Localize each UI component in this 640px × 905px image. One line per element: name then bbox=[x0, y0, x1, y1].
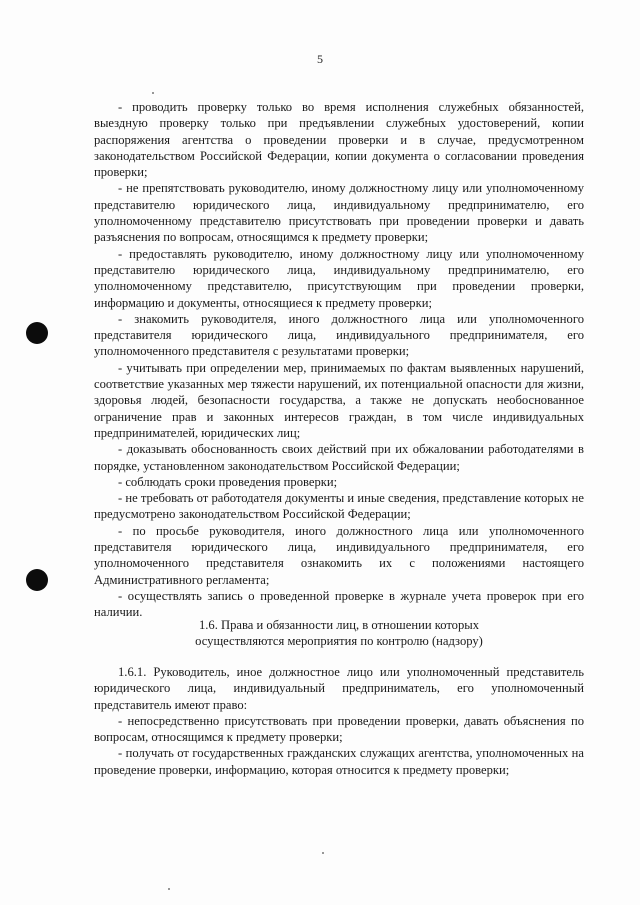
punch-hole-mark bbox=[26, 569, 48, 591]
rights-paragraph: - непосредственно присутствовать при проведении проверки, давать объяснения по вопросам, относящимся к предмету проверки; bbox=[94, 713, 584, 745]
obligation-paragraph: - предоставлять руководителю, иному должностному лицу или уполномоченному представителю юридического лица, индивидуальному предпринимателю, его уполномоченному представителю, присутствующим при проведении проверки, информацию и документы, относящиеся к предмету проверки; bbox=[94, 246, 584, 310]
obligation-paragraph: - проводить проверку только во время исполнения служебных обязанностей, выездную проверку только при предъявлении служебных удостоверений, копии распоряжения агентства о проведении проверки и в случае, предусмотренном законодательством Российской Федерации, копии документа о согласовании проведения проверки; bbox=[94, 100, 584, 180]
rights-paragraph: - получать от государственных гражданских служащих агентства, уполномоченных на проведение проверки, информацию, которая относится к предмету проверки; bbox=[94, 746, 584, 777]
rights-list bbox=[94, 664, 584, 778]
section-heading bbox=[94, 617, 584, 650]
section-heading-line: осуществляются мероприятия по контролю (надзору) bbox=[195, 634, 483, 649]
page-number: 5 bbox=[317, 52, 323, 66]
punch-hole-mark bbox=[26, 322, 48, 344]
section-heading-line: 1.6. Права и обязанности лиц, в отношении которых bbox=[198, 618, 480, 632]
obligation-paragraph: - не требовать от работодателя документы и иные сведения, представление которых не предусмотрено законодательством Российской Федерации; bbox=[94, 491, 584, 522]
obligation-paragraph: - соблюдать сроки проведения проверки; bbox=[118, 474, 338, 489]
obligation-paragraph: - доказывать обоснованность своих действий при их обжаловании работодателями в порядке, установленном законодательством Российской Федерации; bbox=[94, 442, 584, 473]
obligation-paragraph: - учитывать при определении мер, принимаемых по фактам выявленных нарушений, соответствие указанных мер тяжести нарушений, их потенциальной опасности для жизни, здоровья людей, безопасности государства, а также не допускать необоснованное ограничение прав и законных интересов граждан, в том числе индивидуальных предпринимателей, юридических лиц; bbox=[94, 360, 584, 440]
obligation-paragraph: - осуществлять запись о проведенной проверке в журнале учета проверок при его наличии. bbox=[94, 588, 584, 620]
obligation-paragraph: - по просьбе руководителя, иного должностного лица или уполномоченного представителя юридического лица, индивидуального предпринимателя, его уполномоченного представителя ознакомить их с положениями настоящего Административного регламента; bbox=[94, 523, 584, 587]
obligation-paragraph: - знакомить руководителя, иного должностного лица или уполномоченного представителя юридического лица, индивидуального предпринимателя, его уполномоченного представителя с результатами проверки; bbox=[94, 311, 584, 359]
scan-speck bbox=[168, 888, 170, 890]
scan-speck bbox=[152, 92, 154, 94]
obligation-paragraph: - не препятствовать руководителю, иному должностному лицу или уполномоченному представителю юридического лица, индивидуальному предпринимателю, его уполномоченному представителю присутствовать при проведении проверки и давать разъяснения по вопросам, относящимся к предмету проверки; bbox=[94, 181, 584, 245]
scan-speck bbox=[322, 852, 324, 854]
obligations-list bbox=[94, 99, 584, 621]
rights-paragraph: 1.6.1. Руководитель, иное должностное лицо или уполномоченный представитель юридического лица, индивидуальный предприниматель, его уполномоченный представитель имеют право: bbox=[94, 665, 584, 712]
